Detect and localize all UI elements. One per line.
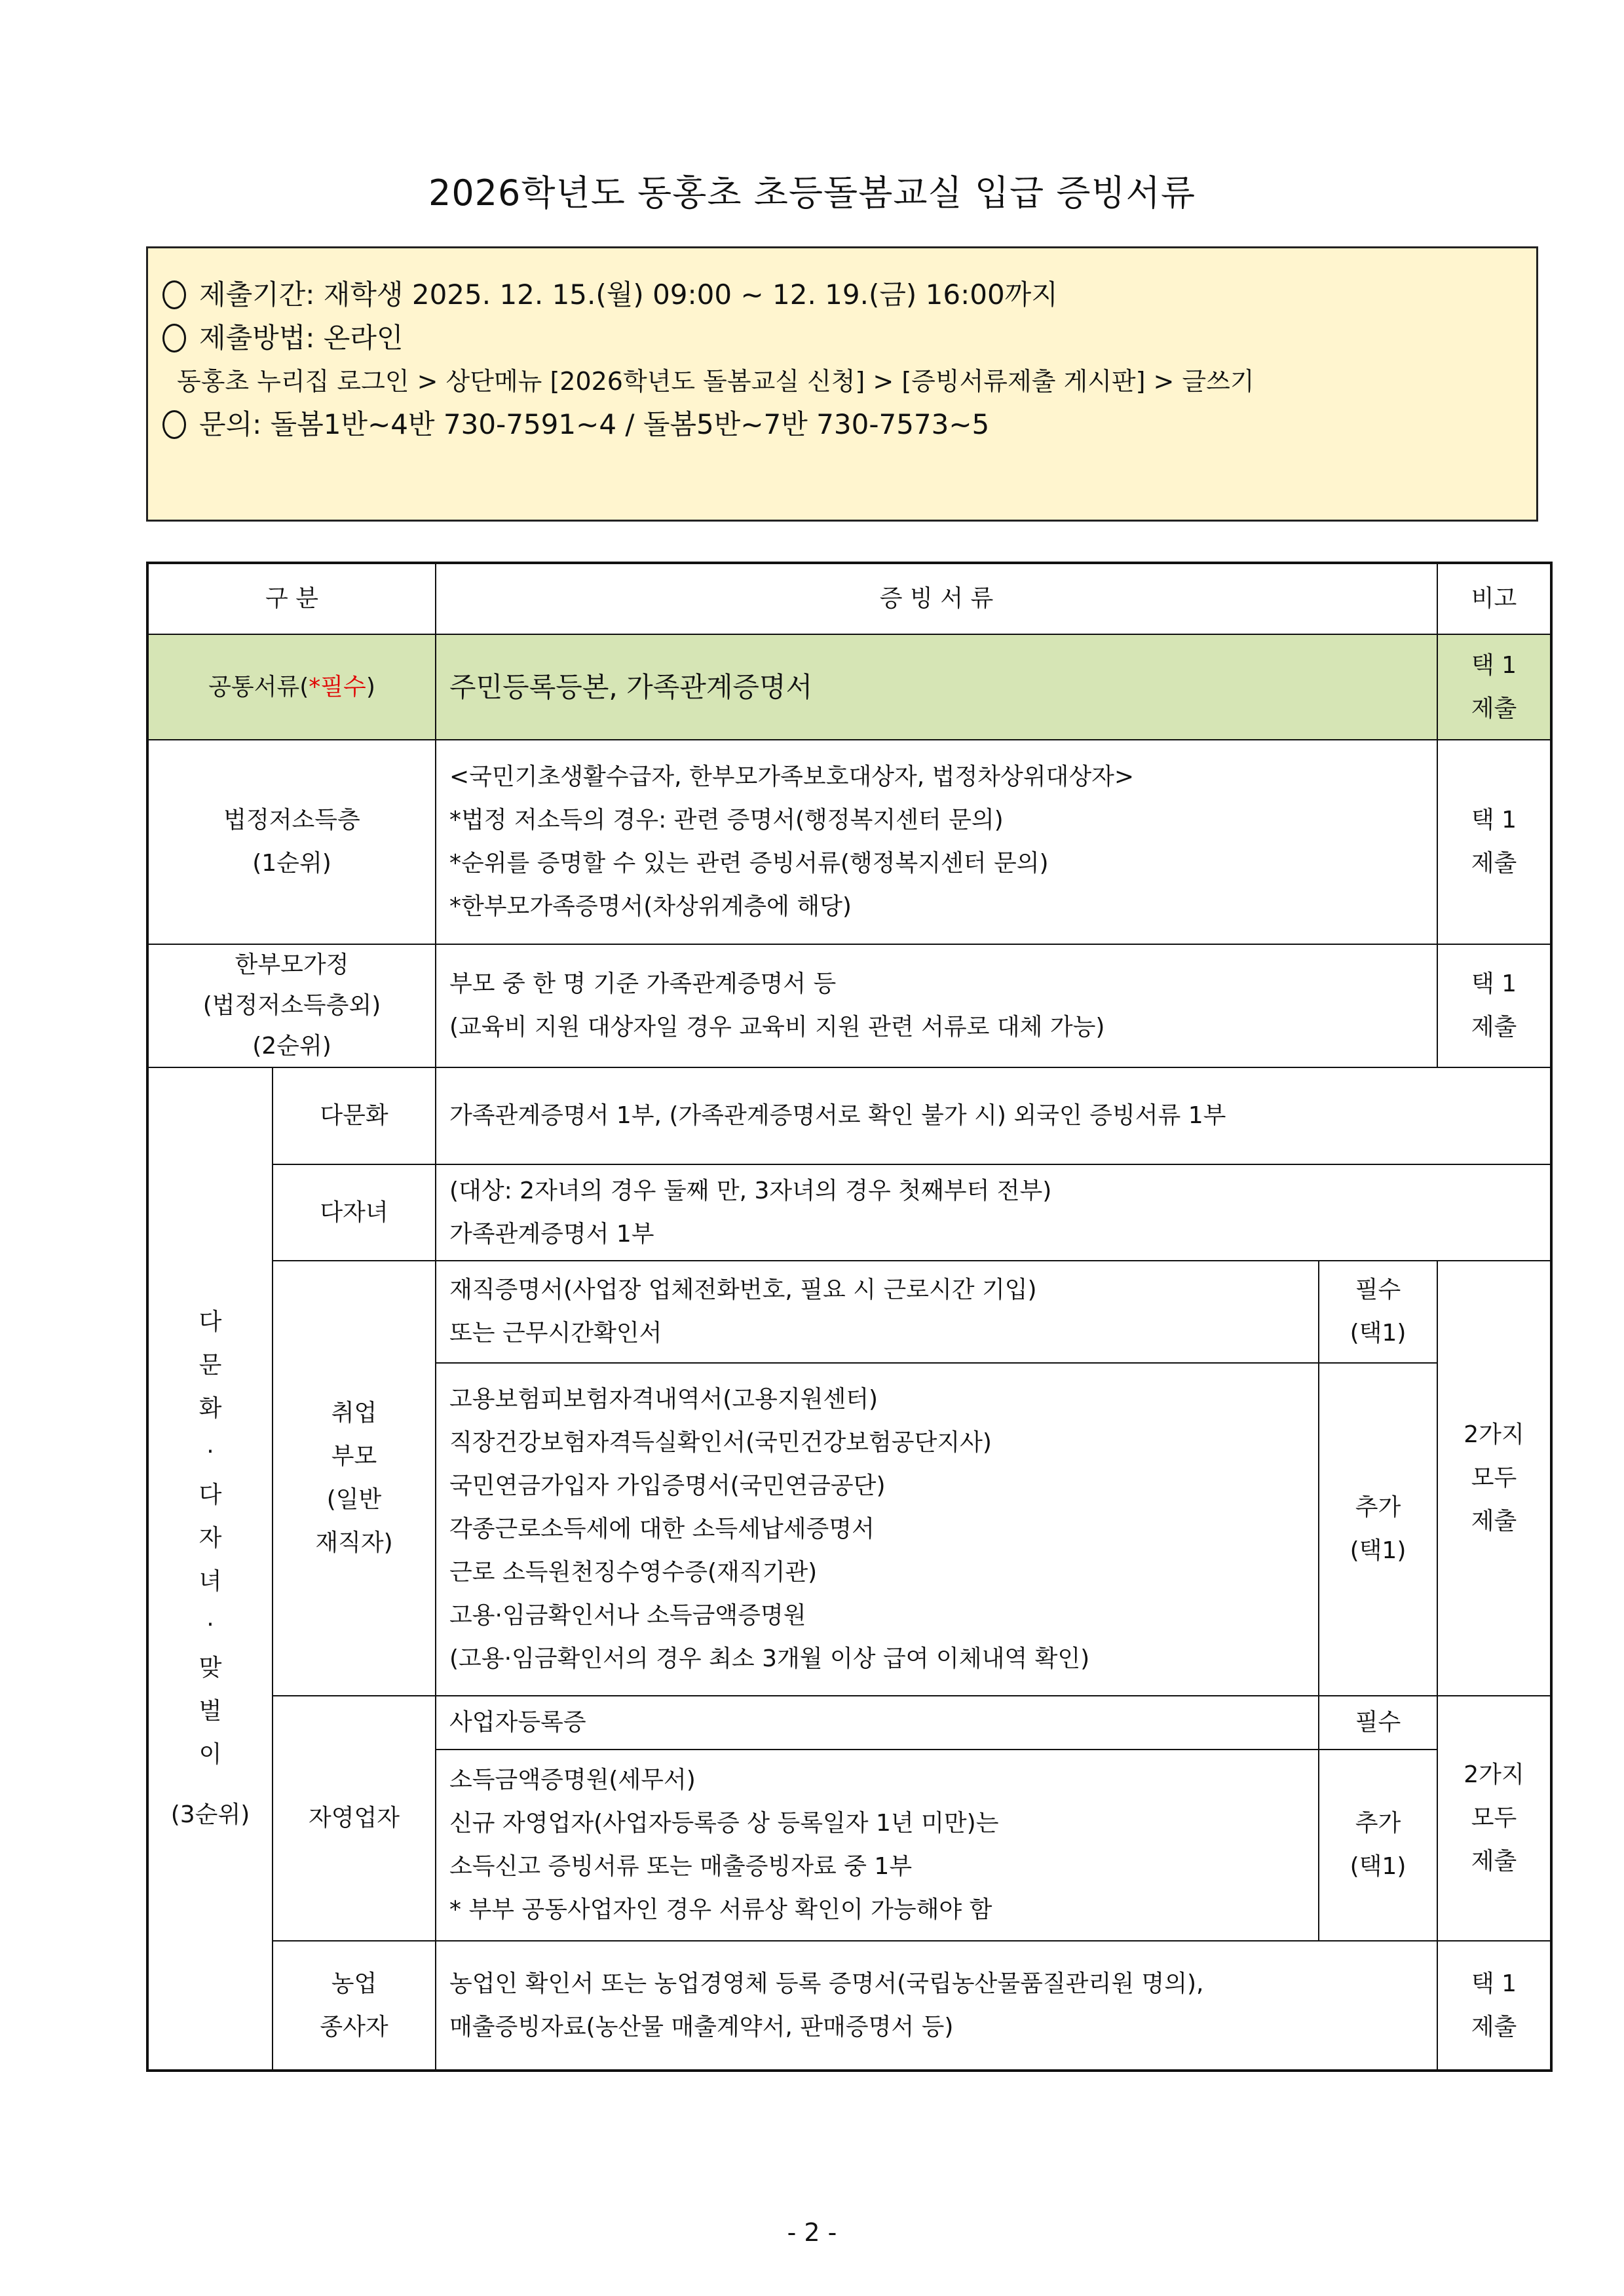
low-income-docs	[436, 740, 1437, 944]
self-employed-required-docs: 사업자등록증	[436, 1696, 1319, 1750]
farmer-note	[1437, 1941, 1551, 2071]
tag-line: 추가	[1355, 1494, 1401, 1521]
doc-line: <국민기초생활수급자, 한부모가족보호대상자, 법정차상위대상자>	[449, 763, 1135, 790]
doc-line: 매출증빙자료(농산물 매출계약서, 판매증명서 등)	[449, 2013, 954, 2040]
label-line: 농업	[331, 1970, 377, 1997]
tag-line: 필수	[1355, 1276, 1401, 1303]
employed-extra-docs	[436, 1363, 1319, 1696]
multicultural-label: 다문화	[273, 1067, 436, 1164]
doc-line: 직장건강보험자격득실확인서(국민건강보험공단지사)	[449, 1429, 992, 1456]
doc-line: 신규 자영업자(사업자등록증 상 등록일자 1년 미만)는	[449, 1810, 999, 1837]
note-line: 택 1	[1471, 970, 1517, 997]
doc-line: 가족관계증명서 1부	[449, 1220, 654, 1248]
employed-required-docs	[436, 1261, 1319, 1363]
common-note	[1437, 634, 1551, 740]
farmer-docs	[436, 1941, 1437, 2071]
employed-extra-tag	[1319, 1363, 1437, 1696]
doc-line: *법정 저소득의 경우: 관련 증명서(행정복지센터 문의)	[449, 807, 1004, 833]
note-line: 모두	[1471, 1464, 1517, 1491]
note-line: 제출	[1471, 1848, 1517, 1875]
header-category: 구 분	[147, 563, 436, 634]
doc-line: 소득금액증명원(세무서)	[449, 1767, 696, 1793]
single-parent-note	[1437, 944, 1551, 1067]
label-line: 재직자)	[315, 1529, 393, 1556]
doc-line: 소득신고 증빙서류 또는 매출증빙자료 중 1부	[449, 1853, 913, 1880]
table-row-single-parent	[147, 944, 1551, 1067]
note-line: 2가지	[1463, 1761, 1524, 1788]
label-line: 부모	[331, 1443, 377, 1470]
doc-line: 각종근로소득세에 대한 소득세납세증명서	[449, 1516, 875, 1542]
tag-line: (택1)	[1350, 1537, 1407, 1564]
multichild-docs	[436, 1164, 1551, 1261]
doc-line: (대상: 2자녀의 경우 둘째 만, 3자녀의 경우 첫째부터 전부)	[449, 1177, 1052, 1204]
table-header-row	[147, 563, 1551, 634]
note-line: 제출	[1471, 695, 1517, 722]
doc-line: 재직증명서(사업장 업체전화번호, 필요 시 근로시간 기입)	[449, 1276, 1037, 1303]
circle-bullet-icon	[162, 410, 186, 439]
farmer-label	[273, 1941, 436, 2071]
info-contact-text: 문의: 돌봄1반~4반 730-7591~4 / 돌봄5반~7반 730-7573~5	[199, 408, 990, 440]
common-label-text: 공통서류(	[208, 673, 309, 700]
circle-bullet-icon	[162, 280, 186, 309]
note-line: 택 1	[1471, 1970, 1517, 1997]
employed-required-tag	[1319, 1261, 1437, 1363]
self-employed-note	[1437, 1696, 1551, 1941]
doc-line: 부모 중 한 명 기준 가족관계증명서 등	[449, 970, 837, 997]
tag-line: 추가	[1355, 1810, 1401, 1837]
label-line: 법정저소득층	[223, 807, 360, 833]
employed-label	[273, 1261, 436, 1696]
self-employed-extra-tag	[1319, 1750, 1437, 1941]
common-label-close: )	[366, 673, 375, 700]
multicultural-docs: 가족관계증명서 1부, (가족관계증명서로 확인 불가 시) 외국인 증빙서류 1부	[436, 1067, 1551, 1164]
low-income-note	[1437, 740, 1551, 944]
required-mark: *필수	[309, 673, 366, 700]
doc-line: 근로 소득원천징수영수증(재직기관)	[449, 1559, 818, 1586]
table-row-multicultural	[147, 1067, 1551, 1164]
low-income-label	[147, 740, 436, 944]
label-line: (법정저소득층외)	[202, 992, 381, 1019]
tag-line: (택1)	[1350, 1320, 1407, 1347]
label-line: 취업	[331, 1400, 377, 1426]
info-contact	[162, 403, 1536, 446]
single-parent-label	[147, 944, 436, 1067]
vertical-char: 다	[198, 1309, 222, 1335]
vertical-char: ·	[206, 1611, 214, 1638]
label-line: 종사자	[320, 2013, 388, 2040]
doc-line: 고용·임금확인서나 소득금액증명원	[449, 1602, 806, 1629]
vertical-char: 자	[198, 1525, 222, 1552]
self-employed-label: 자영업자	[273, 1696, 436, 1941]
vertical-char: 이	[198, 1741, 222, 1768]
document-title: 2026학년도 동홍초 초등돌봄교실 입급 증빙서류	[428, 172, 1196, 214]
rank-label: (3순위)	[170, 1801, 250, 1828]
doc-line: (고용·임금확인서의 경우 최소 3개월 이상 급여 이체내역 확인)	[449, 1645, 1090, 1672]
doc-line: 또는 근무시간확인서	[449, 1320, 662, 1347]
circle-bullet-icon	[162, 324, 186, 353]
vertical-char: 다	[198, 1482, 222, 1508]
note-line: 제출	[1471, 2013, 1517, 2040]
doc-line: * 부부 공동사업자인 경우 서류상 확인이 가능해야 함	[449, 1896, 992, 1923]
multichild-label: 다자녀	[273, 1164, 436, 1261]
submission-info-box	[146, 246, 1538, 522]
table-row-self-employed-required	[147, 1696, 1551, 1750]
table-row-employed-required	[147, 1261, 1551, 1363]
vertical-char: 화	[198, 1395, 222, 1422]
group3-vertical-label	[147, 1067, 273, 2071]
doc-line: 고용보험피보험자격내역서(고용지원센터)	[449, 1386, 878, 1413]
employed-note	[1437, 1261, 1551, 1696]
label-line: (1순위)	[252, 850, 331, 877]
doc-line: (교육비 지원 대상자일 경우 교육비 지원 관련 서류로 대체 가능)	[449, 1014, 1105, 1041]
self-employed-required-tag: 필수	[1319, 1696, 1437, 1750]
vertical-char: 녀	[198, 1568, 222, 1595]
note-line: 제출	[1471, 850, 1517, 877]
header-documents: 증 빙 서 류	[436, 563, 1437, 634]
table-row-common	[147, 634, 1551, 740]
doc-line: *순위를 증명할 수 있는 관련 증빙서류(행정복지센터 문의)	[449, 850, 1049, 877]
common-label	[147, 634, 436, 740]
note-line: 제출	[1471, 1508, 1517, 1535]
info-period-text: 제출기간: 재학생 2025. 12. 15.(월) 09:00 ~ 12. 19.(금) 16:00까지	[199, 278, 1058, 311]
documents-table	[146, 562, 1553, 2072]
table-row-farmer	[147, 1941, 1551, 2071]
self-employed-extra-docs	[436, 1750, 1319, 1941]
note-line: 택 1	[1471, 651, 1517, 679]
vertical-char: ·	[206, 1438, 214, 1465]
single-parent-docs	[436, 944, 1437, 1067]
page-number: - 2 -	[787, 2218, 837, 2247]
note-line: 제출	[1471, 1014, 1517, 1041]
label-line: (2순위)	[252, 1033, 331, 1060]
doc-line: 국민연금가입자 가입증명서(국민연금공단)	[449, 1472, 886, 1499]
vertical-char: 벌	[198, 1698, 222, 1725]
table-row-low-income	[147, 740, 1551, 944]
doc-line: 농업인 확인서 또는 농업경영체 등록 증명서(국립농산물품질관리원 명의),	[449, 1970, 1204, 1997]
header-note: 비고	[1437, 563, 1551, 634]
info-method-text: 제출방법: 온라인	[199, 322, 404, 354]
note-line: 모두	[1471, 1805, 1517, 1831]
vertical-char: 맞	[198, 1655, 222, 1681]
doc-line: *한부모가족증명서(차상위계층에 해당)	[449, 893, 852, 920]
label-line: 한부모가정	[235, 951, 349, 978]
vertical-char: 문	[198, 1352, 222, 1379]
common-docs: 주민등록등본, 가족관계증명서	[436, 634, 1437, 740]
info-method	[162, 316, 1536, 360]
info-path: 동홍초 누리집 로그인 > 상단메뉴 [2026학년도 돌봄교실 신청] > [증빙서류제출 게시판] > 글쓰기	[177, 367, 1255, 396]
note-line: 2가지	[1463, 1421, 1524, 1448]
note-line: 택 1	[1471, 807, 1517, 833]
info-period	[162, 273, 1536, 316]
tag-line: (택1)	[1350, 1853, 1407, 1880]
label-line: (일반	[326, 1486, 382, 1513]
table-row-multichild	[147, 1164, 1551, 1261]
